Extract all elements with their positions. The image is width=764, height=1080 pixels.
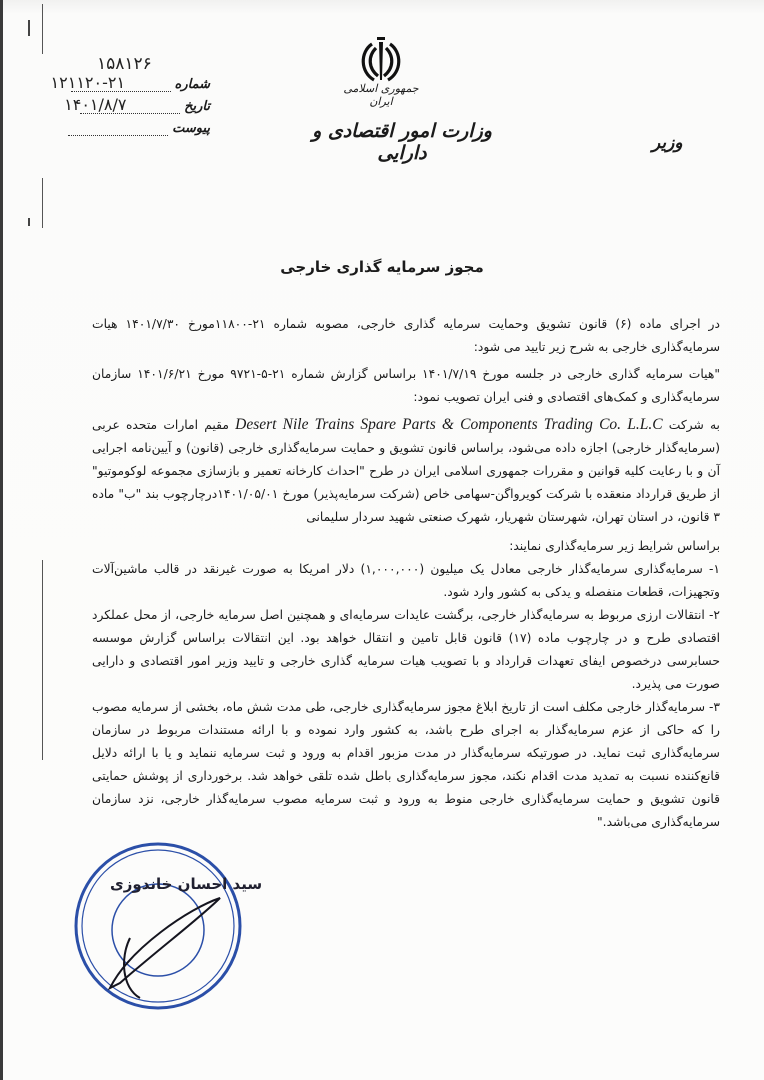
attachment-row <box>68 116 210 136</box>
condition-item-2: ۲- انتقالات ارزی مربوط به سرمایه‌گذار خارجی، برگشت عایدات سرمایه‌ای و همچنین اصل سرمایه خارجی، از محل عملکرد اقتصادی طرح و در چارچوب ماده (۱۷) قانون قابل تامین و انتقال خواهد بود. این انتقالات براساس گزارش موسسه حسابرسی درخصوص ایفای تعهدات قرارداد و با تصویب هیات سرمایه گذاری خارجی و تایید وزیر امور اقتصادی و دارایی صورت می پذیرد. <box>92 608 721 691</box>
signer-name: سید احسان خاندوزی <box>110 875 263 893</box>
attachment-value <box>68 121 168 136</box>
document-title: مجوز سرمایه گذاری خارجی <box>280 258 484 276</box>
document-body <box>92 313 720 834</box>
intro-paragraph: در اجرای ماده (۶) قانون تشویق وحمایت سرمایه گذاری خارجی، مصوبه شماره ۲۱-۱۱۸۰۰مورخ ۱۴۰۱/۷/۳۰ هیات سرمایه‌گذاری خارجی به شرح زیر تایید می شود: <box>92 317 720 354</box>
date-value: ۱۴۰۱/۸/۷ <box>64 95 127 114</box>
board-quote: "هیات سرمایه گذاری خارجی در جلسه مورخ ۱۴۰۱/۷/۱۹ براساس گزارش شماره ۲۱-۵-۹۷۲۱ مورخ ۱۴۰۱/۶/۲۱ سازمان سرمایه‌گذاری و کمک‌های اقتصادی و فنی ایران تصویب نمود: <box>92 367 720 404</box>
ministry-name: وزارت امور اقتصادی و دارایی <box>312 120 492 164</box>
handwritten-number: ۱۵۸۱۲۶ <box>97 54 152 74</box>
iran-emblem-icon <box>356 34 406 86</box>
number-row <box>50 72 210 92</box>
company-name: Desert Nile Trains Spare Parts & Components Trading Co. L.L.C <box>235 416 663 433</box>
attachment-label: پیوست <box>172 121 210 136</box>
official-stamp <box>70 838 246 1014</box>
office-label: وزیر <box>652 133 683 153</box>
republic-text: جمهوری اسلامی ایران <box>343 82 419 108</box>
number-value: ۱۲۱۱۲۰-۲۱ <box>50 73 126 92</box>
date-label: تاریخ <box>184 99 210 114</box>
punch-mark <box>28 20 30 36</box>
company-paragraph <box>92 413 720 529</box>
punch-mark <box>42 560 43 760</box>
company-details: مقیم امارات متحده عربی (سرمایه‌گذار خارجی) اجازه داده می‌شود، براساس قانون تشویق و حمایت سرمایه‌گذاری خارجی (قانون) و آیین‌نامه اجرایی آن و با رعایت کلیه قوانین و مقررات جمهوری اسلامی ایران در طرح "احداث کارخانه تعمیر و بازسازی مجموعه لوکوموتیو" از طریق قرارداد منعقده با شرکت کویرواگن-سهامی خاص (شرکت سرمایه‌پذیر) مورخ ۱۴۰۱/۰۵/۰۱درچارچوب بند "ب" ماده ۳ قانون، در استان تهران، شهرستان شهریار، شهرک صنعتی شهید سردار سلیمانی <box>92 418 720 524</box>
punch-mark <box>42 178 43 228</box>
scan-edge <box>0 0 3 1080</box>
conditions-intro: براساس شرایط زیر سرمایه‌گذاری نمایند: <box>509 539 720 553</box>
condition-item-1: ۱- سرمایه‌گذاری سرمایه‌گذار خارجی معادل یک میلیون (۱,۰۰۰,۰۰۰) دلار امریکا به صورت غیرنقد در قالب ماشین‌آلات وتجهیزات، قطعات منفصله و یدکی به کشور وارد شود. <box>92 562 720 599</box>
condition-item-3: ۳- سرمایه‌گذار خارجی مکلف است از تاریخ ابلاغ مجوز سرمایه‌گذاری خارجی، طی مدت شش ماه، بخشی از سرمایه مصوب را که حاکی از عزم سرمایه‌گذار به اجرای طرح باشد، به کشور وارد نموده و با ارائه مستندات مربوط در سازمان سرمایه‌گذاری ثبت نماید. در صورتیکه سرمایه‌گذار در مدت مزبور اقدام به ورود و ثبت سرمایه ننماید و یا با ارائه دلایل قانع‌کننده نسبت به تمدید مدت اقدام نکند، مجوز سرمایه‌گذاری باطل شده تلقی خواهد شد. برخورداری از پوشش حمایتی قانون تشویق و حمایت سرمایه‌گذاری خارجی منوط به ورود و ثبت سرمایه مصوب سرمایه‌گذار خارجی، نزد سازمان سرمایه‌گذاری می‌باشد." <box>92 700 720 829</box>
punch-mark <box>42 4 43 54</box>
company-prefix: به شرکت <box>668 418 720 432</box>
date-row <box>64 94 210 114</box>
number-label: شماره <box>174 77 210 92</box>
punch-mark <box>28 218 30 226</box>
